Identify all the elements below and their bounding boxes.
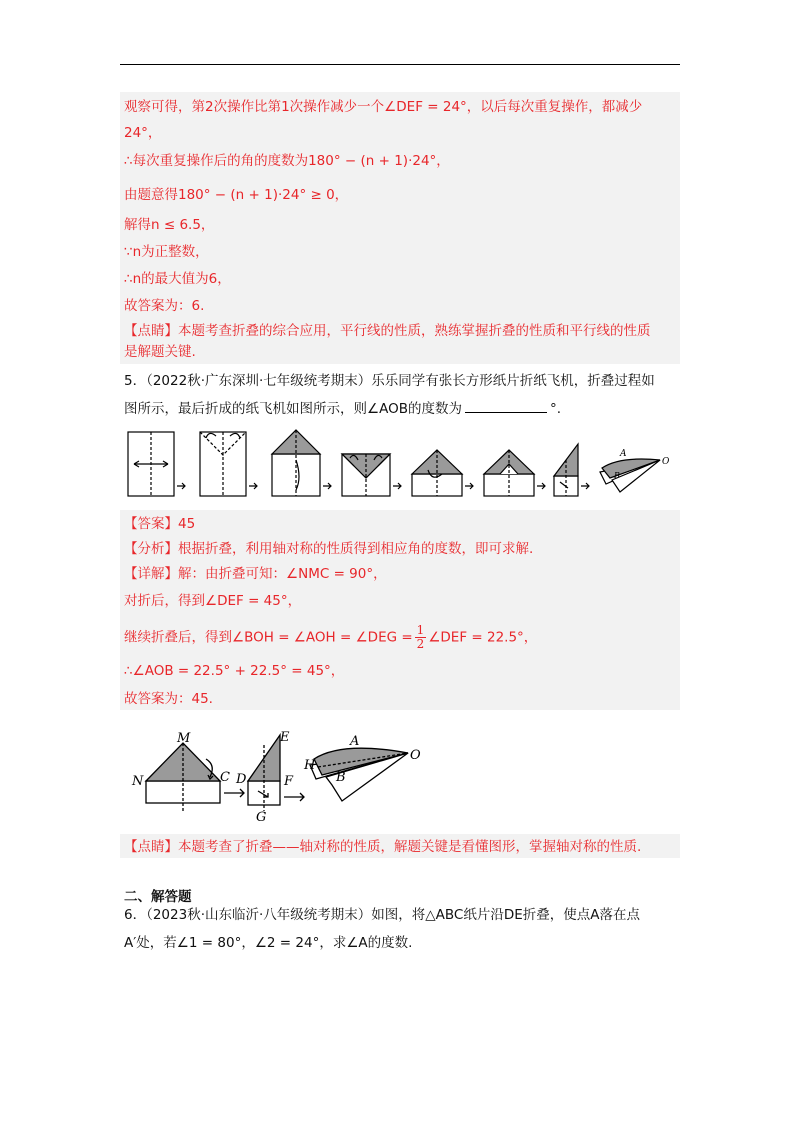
plane-label-O: O	[662, 457, 670, 467]
therefore-line: ∴∠AOB = 22.5° + 22.5° = 45°，	[124, 663, 345, 679]
fold-line: 对折后，得到∠DEF = 45°，	[124, 593, 302, 609]
label-E: E	[280, 730, 290, 745]
fold-step-6	[484, 450, 534, 496]
fraction-denominator: 2	[416, 637, 425, 651]
section-heading: 二、解答题	[124, 889, 192, 905]
fold-step-7	[554, 444, 578, 496]
continue-fold-line	[124, 624, 537, 651]
label-B: B	[336, 770, 346, 785]
solution-line-7: ∴n的最大值为6，	[124, 271, 231, 287]
one-half-fraction	[415, 624, 427, 651]
step-arrow	[537, 483, 545, 489]
solution-line-8: 故答案为：6.	[124, 298, 205, 314]
step-arrow	[323, 483, 331, 489]
step-arrow	[249, 483, 257, 489]
question-6-line-2: A′处，若∠1 = 80°，∠2 = 24°，求∠A的度数.	[124, 935, 413, 951]
solution-line-3: ∴每次重复操作后的角的度数为180° − (n + 1)·24°，	[124, 153, 450, 169]
label-A: A	[350, 734, 360, 749]
answer-line: 【答案】45	[124, 516, 196, 532]
fold-step-2	[200, 432, 246, 496]
solution-line-4: 由题意得180° − (n + 1)·24° ≥ 0，	[124, 187, 349, 203]
plane-label-B: B	[614, 471, 620, 480]
step-arrow	[393, 483, 401, 489]
comment-line-q5: 【点睛】本题考查了折叠——轴对称的性质，解题关键是看懂图形，掌握轴对称的性质.	[124, 839, 642, 855]
comment-line-2: 是解题关键.	[124, 344, 196, 360]
solution-line-5: 解得n ≤ 6.5，	[124, 217, 215, 233]
label-G: G	[256, 810, 267, 825]
question-5-text: 图所示，最后折成的纸飞机如图所示，则∠AOB的度数为	[124, 401, 462, 417]
degree-suffix: °.	[550, 401, 562, 417]
question-5-line-1: 5．（2022秋·广东深圳·七年级统考期末）乐乐同学有张长方形纸片折纸飞机，折叠过程如	[124, 373, 655, 389]
label-C: C	[220, 770, 230, 785]
explanation-figure	[120, 715, 436, 833]
fold-step-3	[272, 430, 320, 496]
solution-line-1: 观察可得，第2次操作比第1次操作减少一个∠DEF = 24°，以后每次重复操作，都减少	[124, 99, 643, 115]
fraction-numerator: 1	[416, 623, 425, 637]
final-answer-line: 故答案为：45.	[124, 691, 213, 707]
plane-label-A: A	[620, 449, 627, 459]
step-arrow	[177, 483, 185, 489]
label-F: F	[284, 774, 294, 789]
label-M: M	[177, 731, 191, 746]
step-arrow	[465, 483, 473, 489]
label-O: O	[410, 748, 421, 763]
continue-text-b: ∠DEF = 22.5°，	[428, 629, 538, 646]
analysis-line: 【分析】根据折叠，利用轴对称的性质得到相应角的度数，即可求解.	[124, 541, 534, 557]
continue-text-a: 继续折叠后，得到∠BOH = ∠AOH = ∠DEG =	[124, 629, 413, 646]
comment-line-1: 【点睛】本题考查折叠的综合应用，平行线的性质，熟练掌握折叠的性质和平行线的性质	[124, 323, 651, 339]
label-H: H	[304, 758, 316, 773]
label-D: D	[236, 772, 247, 787]
paper-plane-result	[600, 449, 670, 492]
fold-step-5	[412, 450, 462, 496]
fold-step-4	[342, 454, 390, 496]
solution-line-2: 24°，	[124, 125, 162, 141]
folding-steps-figure	[120, 420, 680, 504]
question-6-line-1: 6．（2023秋·山东临沂·八年级统考期末）如图，将△ABC纸片沿DE折叠，使点A落在点	[124, 907, 641, 923]
header-rule	[120, 64, 680, 65]
fold-step-1	[128, 432, 174, 496]
detail-line: 【详解】解：由折叠可知：∠NMC = 90°，	[124, 566, 387, 582]
label-N: N	[132, 774, 144, 789]
step-arrow	[581, 483, 589, 489]
question-5-line-2	[124, 398, 561, 418]
solution-line-6: ∵n为正整数，	[124, 244, 209, 260]
answer-blank	[465, 398, 547, 413]
